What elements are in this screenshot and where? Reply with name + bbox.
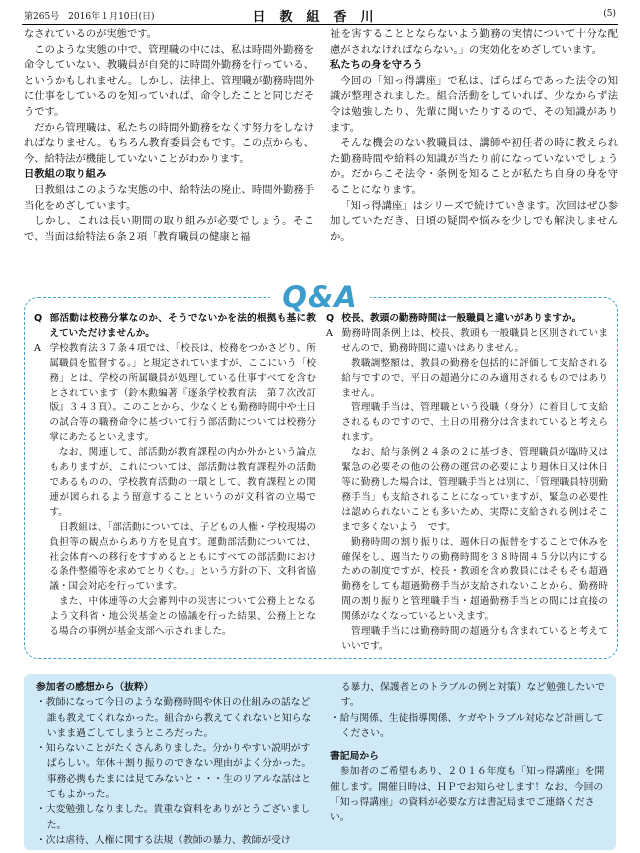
paragraph: このような実態の中で、管理職の中には、私は時間外勤務を命令していない、教職員が自発的に時間外勤務を行っている、というかもしれません。しかし、法律上、管理職が勤務時間外に仕事をしているのを知っていれば、命令したことと同じだそうです。: [24, 43, 314, 118]
q-tag: Q: [34, 313, 43, 324]
question: [34, 312, 316, 342]
feedback-item: ・大変勉強しなりました。貴重な資料をありがとうございました。: [36, 804, 311, 831]
answer-continuation: [34, 446, 316, 640]
answer-paragraph: 管理職手当には勤務時間の超過分も含まれていると考えていいです。: [341, 626, 608, 652]
answer-text: 学校教育法３７条４項では、「校長は、校務をつかさどり、所属職員を監督する。」と規定されていますが、ここにいう「校務」とは、学校の所属職員が処理している仕事すべてを含むとされています（鈴木勲編著『逐条学校教育法 第７次改訂版』３４３頁）。このことから、少なくとも勤務時間中や土日の試合等の職務命令に基づいて行う部活動については校務分掌にあたるといえます。: [49, 342, 316, 444]
qa-left-column: [34, 312, 316, 640]
answer-first: [326, 327, 608, 357]
bullet-icon: ・: [36, 834, 46, 846]
paragraph: 日教組はこのような実態の中、給特法の廃止、時間外勤務手当化をめざしています。: [24, 183, 314, 212]
feedback-heading: 参加者の感想から（抜粋）: [36, 682, 154, 693]
page-header: [22, 6, 618, 25]
answer-paragraph: 管理職手当は、管理職という役職（身分）に着目して支給されるものですので、土日の用務分は含まれていると考えられます。: [341, 402, 608, 444]
paragraph: だから管理職は、私たちの時間外勤務をなくす努力をしなければなりません。もちろん教育委員会もです。この点からも、今、給特法が機能していないことがわかります。: [24, 121, 314, 165]
answer-paragraph: 教職調整額は、教員の勤務を包括的に評価して支給される給与ですので、平日の超過分にのみ適用されるものではありません。: [341, 357, 608, 399]
feedback-item-continued: る暴力、保護者とのトラブルの例と対策）など勉強したいです。: [340, 682, 605, 709]
top-right-column: [330, 27, 618, 245]
answer-paragraph: なお、関連して、部活動が教育課程の内か外かという論点もありますが、これについては、部活動は教育課程外の活動であるものの、学校教育活動の一環として、教育課程との関連が図られるよう留意することというのが文科省の立場です。: [49, 447, 316, 518]
paragraph: 「知っ得講座」はシリーズで続けていきます。次回はぜひ参加していただき、日頃の疑問や悩みを少しでも解決しませんか。: [330, 199, 618, 243]
bullet-icon: ・: [36, 743, 46, 755]
feedback-item: ・次は虐待、人権に関する法規（教師の暴力、教師が受け: [36, 834, 291, 846]
qa-right-column: [326, 312, 608, 655]
answer-first: [34, 342, 316, 446]
a-tag: A: [34, 342, 41, 354]
answer-text: 勤務時間条例上は、校長、教頭も一般職員と区別されていませんので、勤務時間に違いはありません。: [341, 327, 608, 354]
section-heading: 私たちの身を守ろう: [330, 59, 423, 72]
feedback-item: ・教師になって今日のような勤務時間や休日の仕組みの話など誰も教えてくれなかった。組合から教えてくれないと知らないまま過ごしてしまうところだった。: [36, 697, 312, 739]
paragraph: しかし、これは長い期間の取り組みが必要でしょう。そこで、当面は給特法６条２項「教育職員の健康と福: [24, 215, 314, 243]
paragraph: なされているのが実態です。: [24, 28, 158, 40]
question: [326, 312, 608, 327]
issue-date: 第265号 2016年１月10日(日): [24, 12, 155, 22]
a-tag: A: [326, 327, 333, 339]
newsletter-title: 日教組香川: [252, 10, 388, 25]
paragraph: 今回の「知っ得講座」で私は、ばらばらであった法令の知識が整理されました。組合活動をしていれば、少なからず法令は勉強したり、先輩に聞いたりするので、その知識があります。: [330, 74, 618, 134]
question-text: 部活動は校務分掌なのか、そうでないかを法的根拠も基に教えていただけませんか。: [49, 313, 316, 339]
feedback-column: [36, 680, 312, 848]
question-text: 校長、教頭の勤務時間は一般職員と違いがありますか。: [341, 313, 582, 324]
q-tag: Q: [326, 313, 335, 324]
answer-continuation: [326, 357, 608, 655]
bullet-icon: ・: [36, 697, 46, 709]
answer-paragraph: 勤務時間の割り振りは、週休日の振替をすることで休みを確保をし、週当たりの勤務時間を３８時間４５分以内にするための制度ですが、校長・教頭を含め教員にはそもそも超過勤務をしても超過勤務手当が支給されないことから、勤務時間の割り振りと管理職手当・超過勤務手当との間には直接の関係がなくなっているといえます。: [341, 536, 608, 623]
answer-paragraph: 日教組は、「部活動については、子どもの人権・学校現場の負担等の観点からあり方を見直す。運動部活動については、社会体育への移行をすすめるとともにすべての部活動における条件整備等を求めてとりくむ。」という方針の下、文科省協議・国会対応を行っています。: [49, 521, 316, 593]
paragraph: そんな機会のない教職員は、講師や初任者の時に教えられた勤務時間や給料の知識が当たり前になっていないでしょうか。だからこそ法令・条例を知ることが私たち自身の身を守ることになります。: [330, 137, 618, 196]
paragraph: 祉を害することとならないよう勤務の実情について十分な配慮がされなければならない。」の実効化をめざしています。: [330, 28, 618, 56]
bullet-icon: ・: [36, 804, 46, 816]
feedback-item: ・給与関係、生徒指導関係、ケガやトラブル対応など計画してください。: [330, 712, 604, 739]
bullet-icon: ・: [330, 712, 340, 724]
section-heading: 日教組の取り組み: [24, 168, 107, 181]
notice-body: 参加者のご希望もあり、２０１６年度も「知っ得講座」を開催します。開催日時は、ＨＰでお知らせします！なお、今回の「知っ得講座」の資料が必要な方は書記局までご連絡ください。: [330, 766, 605, 824]
notice-heading: 書記局から: [330, 751, 379, 763]
answer-paragraph: なお、給与条例２４条の２に基づき、管理職員が臨時又は緊急の必要その他の公務の運営の必要により週休日又は休日等に勤務した場合は、管理職手当とは別に、「管理職員特別勤務手当」も支給されることになっていますが、緊急の必要性は認められないことも多いため、実際に支給される例はそこまで多くないよう です。: [341, 447, 608, 533]
feedback-item: ・知らないことがたくさんありました。分かりやすい説明がすばらしい。年休＋割り振りのできない理由がよく分かった。事務必携もたまには見てみないと・・・生のリアルな話はとてもよかった。: [36, 743, 312, 801]
answer-paragraph: また、中体連等の大会審判中の災害について公務上となるよう文科省・地公災基金との協議を行った結果、公務上となる場合の事例が基金支部へ示されました。: [49, 596, 316, 638]
qa-title: Q&A: [270, 279, 370, 315]
page-number: (5): [603, 9, 616, 19]
top-left-column: [24, 27, 314, 245]
feedback-notice-column: [330, 680, 606, 826]
